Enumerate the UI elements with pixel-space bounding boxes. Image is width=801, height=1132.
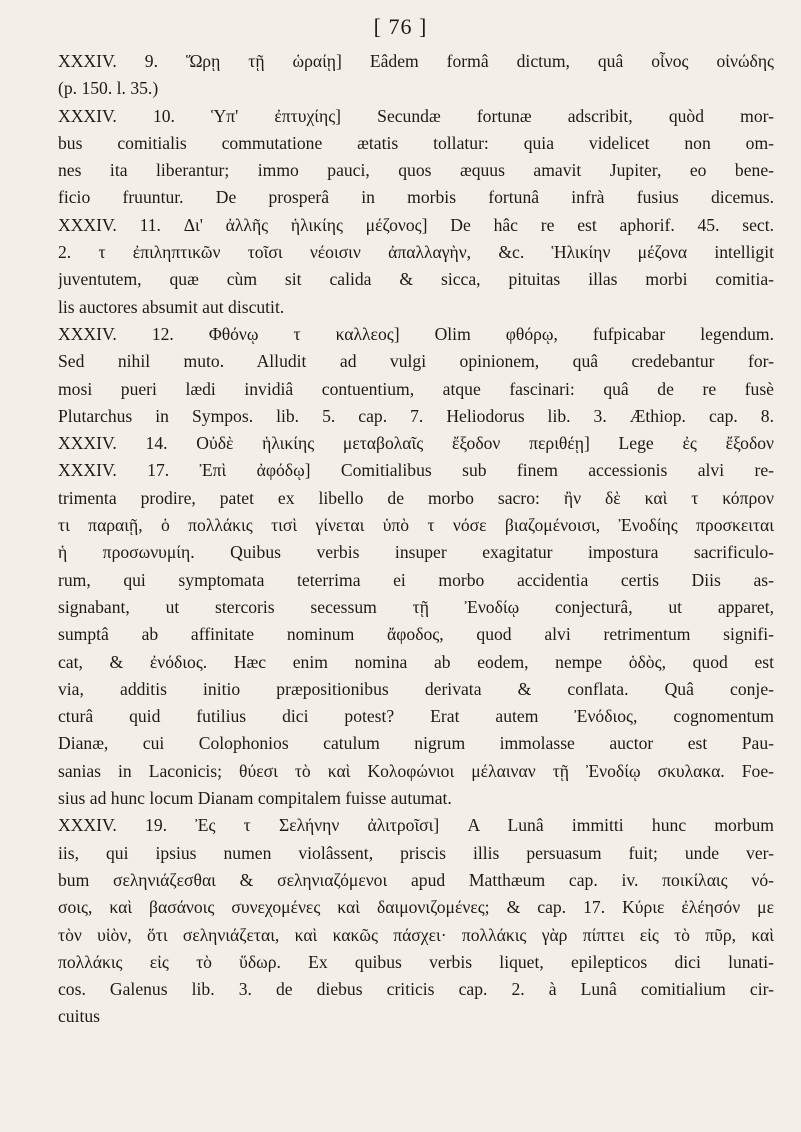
text-line: Dianæ, cui Colophonios catulum nigrum immolasse auctor est Pau- [58,733,774,754]
text-line: sanias in Laconicis; θύεσι τὸ καὶ Κολοφώνιοι μέλαιναν τῇ Ἐνοδίῳ σκυλακα. Foe- [58,760,774,781]
text-line: τι παραιῇ, ὁ πολλάκις τισὶ γίνεται ὑπὸ τ νόσε βιαζομένοισι, Ἐνοδίης προσκειται [58,515,774,536]
text-line: lis auctores absumit aut discutit. [58,296,285,317]
page-number: [ 76 ] [373,14,428,39]
text-line: bus comitialis commutatione ætatis tollatur: quia videlicet non om- [58,132,774,153]
text-line: Sed nihil muto. Alludit ad vulgi opinionem, quâ credebantur for- [58,351,774,372]
text-line: sumptâ ab affinitate nominum ἄφοδος, quod alvi retrimentum signifi- [58,624,774,645]
text-line: signabant, ut stercoris secessum τῇ Ἐνοδίῳ conjecturâ, ut apparet, [58,596,774,617]
text-line: rum, qui symptomata teterrima ei morbo accidentia certis Diis as- [58,569,774,590]
text-body [58,48,774,1031]
text-line: τὸν υἱὸν, ὅτι σεληνιάζεται, καὶ κακῶς πάσχει· πολλάκις γὰρ πίπτει εἰς τὸ πῦρ, καὶ [58,924,774,945]
text-line: trimenta prodire, patet ex libello de morbo sacro: ἢν δὲ καὶ τ κόπρον [58,487,774,508]
text-line: XXXIV. 17. Ἐπὶ ἀφόδῳ] Comitialibus sub finem accessionis alvi re- [58,460,774,481]
text-line: nes ita liberantur; immo pauci, quos æquus amavit Jupiter, eo bene- [58,160,774,181]
text-line: XXXIV. 14. Οὐδὲ ἡλικίης μεταβολαῖς ἔξοδον περιθέῃ] Lege ἐς ἔξοδον [58,433,774,454]
text-line: Plutarchus in Sympos. lib. 5. cap. 7. Heliodorus lib. 3. Æthiop. cap. 8. [58,405,774,426]
text-line: (p. 150. l. 35.) [58,78,159,99]
text-line: cuitus [58,1006,101,1027]
text-line: XXXIV. 11. Δι' ἀλλῆς ἡλικίης μέζονος] De hâc re est aphorif. 45. sect. [58,214,774,235]
text-line: XXXIV. 9. Ὥρῃ τῇ ὡραίῃ] Eâdem formâ dictum, quâ οἶνος οἰνώδης [58,51,774,71]
text-line: cos. Galenus lib. 3. de diebus criticis cap. 2. à Lunâ comitialium cir- [58,979,774,1000]
text-line: σοις, καὶ βασάνοις συνεχομένες καὶ δαιμονιζομένες; & cap. 17. Κύριε ἐλέησόν με [58,897,774,918]
text-line: cat, & ἐνόδιος. Hæc enim nomina ab eodem, nempe ὁδὸς, quod est [58,651,774,672]
text-line: juventutem, quæ cùm sit calida & sicca, pituitas illas morbi comitia- [58,269,774,290]
text-line: via, additis initio præpositionibus derivata & conflata. Quâ conje- [58,678,774,699]
text-line: iis, qui ipsius numen violâssent, priscis illis persuasum fuit; unde ver- [58,842,774,863]
text-line: bum σεληνιάζεσθαι & σεληνιαζόμενοι apud Matthæum cap. iv. ποικίλαις νό- [58,869,774,890]
text-line: πολλάκις εἰς τὸ ὕδωρ. Ex quibus verbis liquet, epilepticos dici lunati- [58,951,774,972]
text-line: XXXIV. 19. Ἐς τ Σελήνην ἀλιτροῖσι] A Lunâ immitti hunc morbum [58,815,774,836]
text-line: XXXIV. 10. Ὑπ' ἐπτυχίης] Secundæ fortunæ adscribit, quòd mor- [58,105,774,126]
text-line: 2. τ ἐπιληπτικῶν τοῖσι νέοισιν ἀπαλλαγὴν, &c. Ἡλικίην μέζονα intelligit [58,242,774,263]
text-line: cturâ quid futilius dici potest? Erat autem Ἐνόδιος, cognomentum [58,706,774,727]
text-line: mosi pueri lædi invidiâ contuentium, atque fascinari: quâ de re fusè [58,378,774,399]
text-line: XXXIV. 12. Φθόνῳ τ καλλεος] Olim φθόρῳ, fufpicabar legendum. [58,323,774,344]
text-line: ficio fruuntur. De prosperâ in morbis fortunâ infrà fusius dicemus. [58,187,774,208]
text-line: ἡ προσωνυμίη. Quibus verbis insuper exagitatur impostura sacrificulo- [58,542,774,563]
text-line: sius ad hunc locum Dianam compitalem fuisse autumat. [58,788,452,809]
